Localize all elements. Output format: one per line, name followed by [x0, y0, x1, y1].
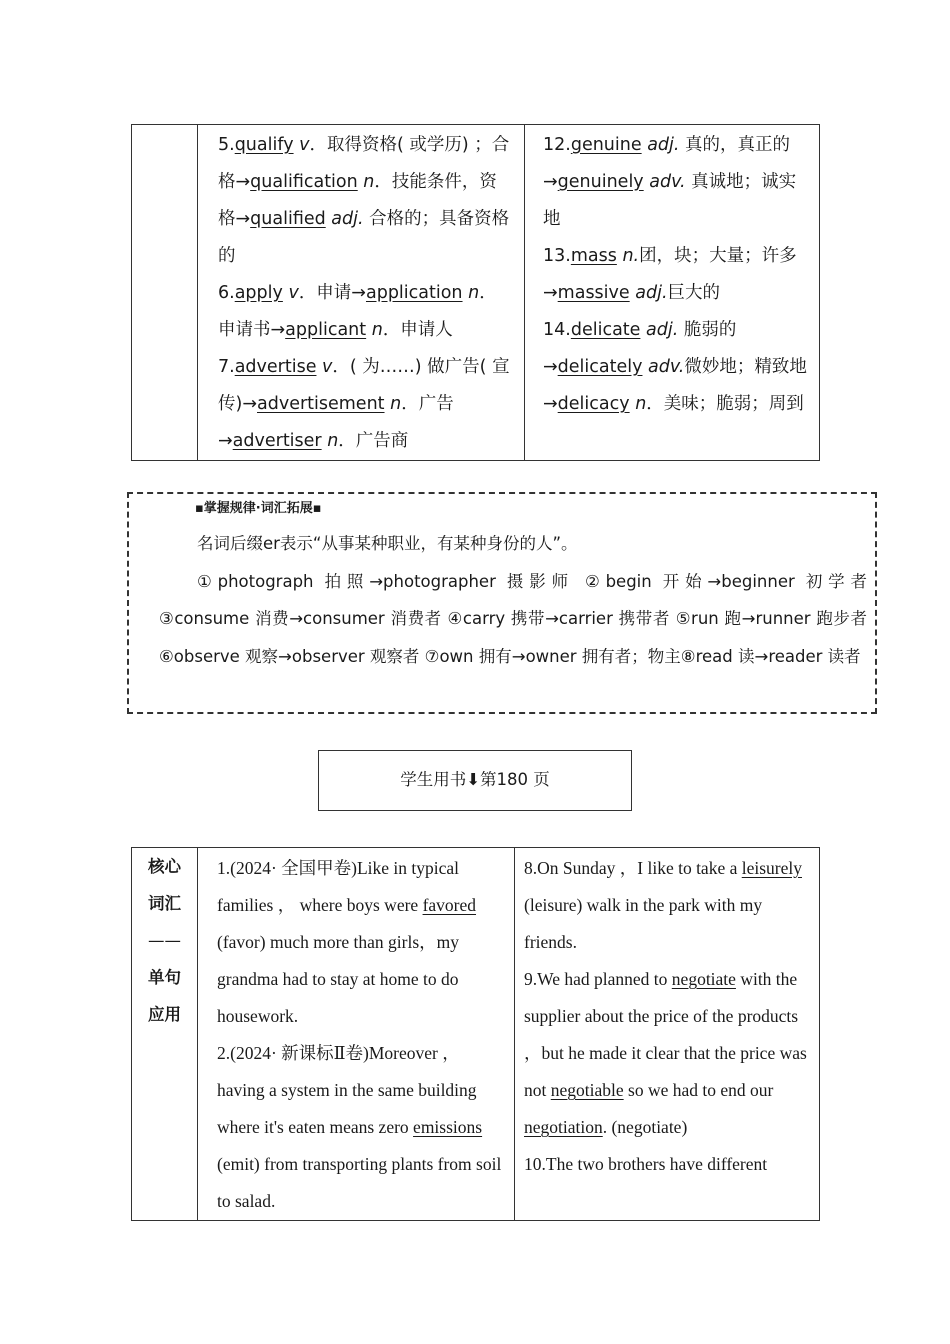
sentence-table: [131, 847, 820, 1221]
answer-word: applicant: [285, 320, 367, 340]
sentence-9: 9.We had planned to negotiate with the supplier about the price of the products ，but he made it clear that the price was not negotiable so we had to end our negotiation. (negotiate): [524, 969, 807, 1137]
rule-box-heading: ▪掌握规律·词汇拓展▪: [195, 501, 322, 516]
sentence-1: 1.(2024· 全国甲卷)Like in typical families ， where boys were favored (favor) much more than girls，my grandma had to stay at home to do housework.: [217, 858, 477, 1026]
side-label-line: 词汇: [148, 894, 181, 913]
answer-word: qualify: [234, 135, 294, 155]
answer-word: application: [365, 283, 463, 303]
answer-word: massive: [557, 283, 630, 303]
vocab-col2: [198, 125, 525, 461]
answer-word: advertiser: [232, 431, 322, 451]
side-label-line: ——: [148, 931, 181, 950]
rule-box-body: [159, 525, 867, 675]
vocab-entry-14: 14.delicate adj. 脆弱的→delicately adv.微妙地；精致地→delicacy n．美味；脆弱；周到: [543, 320, 807, 414]
sentence-col2: [198, 848, 515, 1221]
vocab-entry-6: 6.apply v．申请→application n．申请书→applicant n．申请人: [218, 283, 497, 340]
page-reference: [318, 750, 632, 811]
answer-word: mass: [570, 246, 617, 266]
side-label-line: 应用: [148, 1005, 181, 1024]
answer-word: negotiable: [550, 1080, 624, 1100]
vocab-table: [131, 124, 820, 461]
vocab-entry-13: 13.mass n.团，块；大量；许多→massive adj.巨大的: [543, 246, 797, 303]
answer-word: emissions: [413, 1117, 483, 1137]
vocab-side-cell: [132, 125, 198, 461]
answer-word: leisurely: [741, 858, 802, 878]
sentence-2: 2.(2024· 新课标Ⅱ卷)Moreover ， having a system in the same building where it's eaten means zero emissions (emit) from transporting plants from soil to salad.: [217, 1043, 502, 1211]
vocab-entry-7: 7.advertise v．( 为……) 做广告( 宣传)→advertisement n．广告→advertiser n．广告商: [218, 357, 510, 451]
vocab-entry-12: 12.genuine adj. 真的，真正的→genuinely adv. 真诚地；诚实地: [543, 135, 797, 229]
page-ref-page: 第180 页: [480, 770, 550, 789]
vocab-entry-5: 5.qualify v．取得资格( 或学历) ；合格→qualification n．技能条件，资格→qualified adj. 合格的；具备资格的: [218, 135, 510, 266]
answer-word: negotiation: [524, 1117, 603, 1137]
answer-word: qualified: [250, 209, 326, 229]
answer-word: apply: [234, 283, 283, 303]
answer-word: delicacy: [557, 394, 630, 414]
side-label-line: 单句: [148, 968, 181, 987]
sentence-col3: [515, 848, 820, 1221]
answer-word: qualification: [250, 172, 358, 192]
answer-word: favored: [422, 895, 477, 915]
sentence-10: 10.The two brothers have different: [524, 1154, 768, 1174]
rule-box: [127, 492, 877, 714]
rule-box-examples: ①photograph 拍照→photographer 摄影师 ②begin 开始→beginner 初学者 ③consume 消费→consumer 消费者 ④carry 携带→carrier 携带者 ⑤run 跑→runner 跑步者 ⑥observe 观察→observer 观察者 ⑦own 拥有→owner 拥有者；物主⑧read 读→reader 读者: [159, 571, 867, 666]
answer-word: genuine: [570, 135, 642, 155]
answer-word: genuinely: [557, 172, 644, 192]
answer-word: delicately: [557, 357, 643, 377]
page-ref-prefix: 学生用书: [400, 770, 467, 789]
answer-word: negotiate: [671, 969, 736, 989]
vocab-col3: [525, 125, 820, 461]
side-label-line: 核心: [148, 857, 181, 876]
sentence-side-cell: [132, 848, 198, 1221]
answer-word: advertise: [234, 357, 317, 377]
down-arrow-icon: ⬇: [466, 770, 481, 789]
sentence-8: 8.On Sunday ，I like to take a leisurely (leisure) walk in the park with my friends.: [524, 858, 802, 952]
rule-box-intro: 名词后缀er表示“从事某种职业，有某种身份的人”。: [197, 534, 578, 553]
answer-word: advertisement: [257, 394, 385, 414]
answer-word: delicate: [570, 320, 641, 340]
